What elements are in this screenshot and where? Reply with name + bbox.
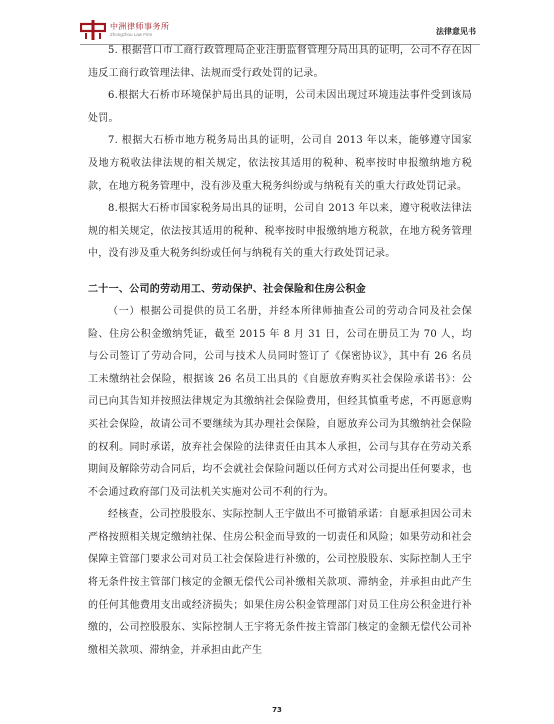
section-gap xyxy=(88,266,472,279)
firm-name-cn: 中洲律师事务所 xyxy=(110,22,170,31)
page-number: 73 xyxy=(272,706,282,714)
paragraph-labor-contracts: （一）根据公司提供的员工名册，并经本所律师抽查公司的劳动合同及社会保险、住房公积金缴纳凭证，截至 2015 年 8 月 31 日，公司在册员工为 70 人，均与公司签订了劳动合同，公司与技术人员同时签订了《保密协议》，其中有 26 名员工未缴纳社会保险，根据该 26 名员工出具的《自愿放弃购买社会保险承诺书》：公司已向其告知并按照法律规定为其缴纳社会保险费用，但经其慎重考虑，不再愿意购买社会保险，故请公司不要继续为其办理社会保险，自愿放弃公司为其缴纳社会保险的权利。同时承诺，放弃社会保险的法律责任由其本人承担，公司与其存在劳动关系期间及解除劳动合同后，均不会就社会保险问题以任何方式对公司提出任何要求，也不会通过政府部门及司法机关实施对公司不利的行为。 xyxy=(88,305,472,498)
firm-logo-icon xyxy=(80,20,106,40)
page-header xyxy=(80,20,480,42)
document-body xyxy=(88,40,472,662)
section-heading: 二十一、公司的劳动用工、劳动保护、社会保险和住房公积金 xyxy=(88,283,367,295)
paragraph-item-6: 6.根据大石桥市环境保护局出具的证明，公司未因出现过环境违法事件受到该局处罚。 xyxy=(88,90,472,124)
paragraph-item-8: 8.根据大石桥市国家税务局出具的证明，公司自 2013 年以来，遵守税收法律法规的相关规定，依法按其适用的税种、税率按时申报缴纳地方税款，在地方税务管理中，没有涉及重大税务纠纷或任何与纳税有关的重大行政处罚记录。 xyxy=(88,203,472,260)
document-type: 法律意见书 xyxy=(436,27,476,36)
paragraph-controller-commitment: 经核查，公司控股股东、实际控制人王宇做出不可撤销承诺：自愿承担因公司未严格按照相关规定缴纳社保、住房公积金而导致的一切责任和风险；如果劳动和社会保障主管部门要求公司对员工社会保险进行补缴的，公司控股股东、实际控制人王宇将无条件按主管部门核定的金额无偿代公司补缴相关款项、滞纳金，并承担由此产生的任何其他费用支出或经济损失；如果住房公积金管理部门对员工住房公积金进行补缴的，公司控股股东、实际控制人王宇将无条件按主管部门核定的金额无偿代公司补缴相关款项、滞纳金，并承担由此产生 xyxy=(88,509,472,656)
paragraph-item-5: 5. 根据营口市工商行政管理局企业注册监督管理分局出具的证明，公司不存在因违反工商行政管理法律、法规而受行政处罚的记录。 xyxy=(88,45,472,79)
paragraph-item-7: 7. 根据大石桥市地方税务局出具的证明，公司自 2013 年以来，能够遵守国家及地方税收法律法规的相关规定，依法按其适用的税种、税率按时申报缴纳地方税款，在地方税务管理中，没有涉及重大税务纠纷或与纳税有关的重大行政处罚记录。 xyxy=(88,135,472,192)
firm-name-en: Zhongzhou Law Firm xyxy=(110,32,153,37)
